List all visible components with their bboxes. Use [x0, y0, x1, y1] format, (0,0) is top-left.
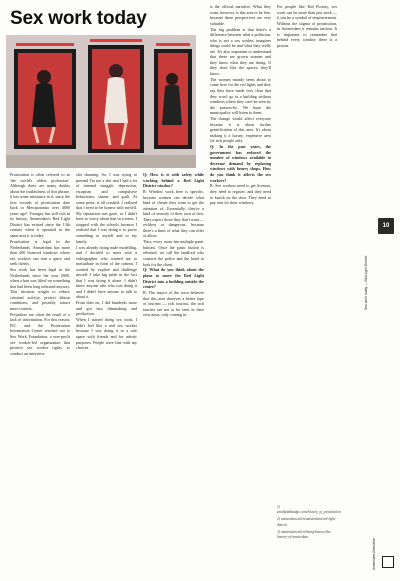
paragraph: R: Sex workers need to get licenses, they need to register, and they need to knock on the door. They need to pay rent for their windows. [210, 183, 271, 206]
article-column-5 [277, 4, 341, 576]
reference: 1) smallpinkbadge.com/history_of_prostitution [277, 505, 341, 515]
paragraph: Prejudices are often the result of a lack of information. For this reason, PIC and the Prostitution Information Center reached out to Sex Work Foundation, a non-profit sex worker-led organisation that protects sex worker rights, to conduct an interview. [10, 311, 70, 356]
paragraph: For people like Kid Portray, sex work can be more than just work — it can be a symbol of empowerment. Without the stigma of prostitution, in Amsterdam it remains unclear. It is important to remember that behind every window there is a person. [277, 4, 337, 48]
section-label: Sex work today — Red Light District [364, 255, 368, 310]
publication-credit: Amsterdam Alternative [372, 537, 376, 570]
article-column-1 [10, 172, 70, 576]
reference: 3) amsterdam.nl/en/living/history/the-history-of-amsterdam [277, 529, 332, 540]
paragraph: slot shaming. So, I was trying to pretend I'm not a slut and I had a lot of internal struggle, depression, escapism and compulsive behaviours, shame, and guilt. At some point, it all crashed. I realised that I need to be honest with myself. My reputation was gone, so I didn't have to worry about that in a sense. I stopped with the schools because I realised that I was doing it to prove something to myself and to my family. [76, 172, 137, 244]
publication-logo-icon [382, 556, 394, 568]
paragraph: R: Window work here is specific, because women can decide what kind of clients they want to get the attention of. Essentially, they're a kind of security of their own at first. They expect those they don't want — reckless or dangerous, because there's a limit of what they can offer or allow. [143, 189, 204, 239]
question: Q: What do you think about the plans to move the Red Light District into a building outside the centre? [143, 267, 204, 290]
page-number: 10 [378, 218, 394, 234]
references [277, 505, 341, 540]
question: Q: In the past years, the government has reduced the number of windows available to decrease demand by replacing windows with luxury shops. How do you think it affects the sex workers? [210, 144, 271, 183]
article-title: Sex work today [10, 8, 147, 29]
paragraph: Prostitution is legal in the Netherlands. Amsterdam has more than 400 licenced windows where sex workers can rent a space and seek clients. [10, 238, 70, 267]
question: Q: How is it with safety while working behind a Red Light District window? [143, 172, 204, 189]
paragraph: From then on, I did hundreds more and got into filmmaking and production. [76, 300, 137, 317]
article-column-4 [210, 4, 271, 576]
paragraph: Prostitution is often referred to as 'the world's oldest profession'. Although there are many doubts about the truthfulness of this phrase, it has some substance in it, since the first records of prostitution date back to Mesopotamia over 4000 years ago¹. Younger, but still rich in its history, Amsterdam's Red Light District has existed since the 13th century when it operated in the same area it is today. [10, 172, 70, 239]
article-column-3 [143, 172, 204, 576]
article-illustration [6, 35, 196, 168]
paragraph: When I started doing sex work, I didn't feel like a real sex worker because I was doing it in a safe space with friends and for artistic purposes. People were fine with my choices. [76, 317, 137, 351]
paragraph: The big problem is that there's a difference between what a politician, who is not a sex worker, imagines things could be and what they really are. It's also important to understand that these are grown women and they know what they are doing. If they don't like the spaces, they'll know. [210, 26, 271, 76]
article-column-2 [76, 172, 137, 576]
paragraph: The women mainly seem about to come here for the red lights and they say they have made very clear that they won't go to a building without windows where they can't be seen by the passers-by. We hope the municipality will listen to them. [210, 76, 271, 116]
paragraph: is the official narrative. What they want, however, is this area to be free, because these perspectives are very valuable. [210, 4, 271, 26]
paragraph: I was already doing nude modelling, and I decided to meet with a videographer who wanted me to masturbate in front of the camera. I worked by explore and challenge myself. I take big pride in the fact that I was doing it alone. I didn't know anyone else who was doing it and I didn't have anyone to talk to about it. [76, 244, 137, 300]
reference: 2) amsterdam.nl/en/amsterdam/red-light-district [277, 517, 337, 527]
paragraph: R: The mayor of the town believes that this area deserves a better type of tourism — rich tourists, the rich tourists are not to be seen in their own areas, only coming in. [143, 290, 204, 318]
paragraph: The change would affect everyone because it is about further gentrification of this area. It's about making it a luxury, expensive area for rich people only. [210, 116, 271, 144]
paragraph: They, every room has multiple panic buttons. Once the panic button is released, we call the landlord who contacts the police and the hotel to look for the client. [143, 239, 204, 267]
paragraph: Sex work has been legal in the Netherlands since the year 2000, when a ban was lifted on something that had been long tolerated anyway. This decision sought to reduce criminal activity, protect labour conditions, and possibly attract more tourists. [10, 267, 70, 311]
